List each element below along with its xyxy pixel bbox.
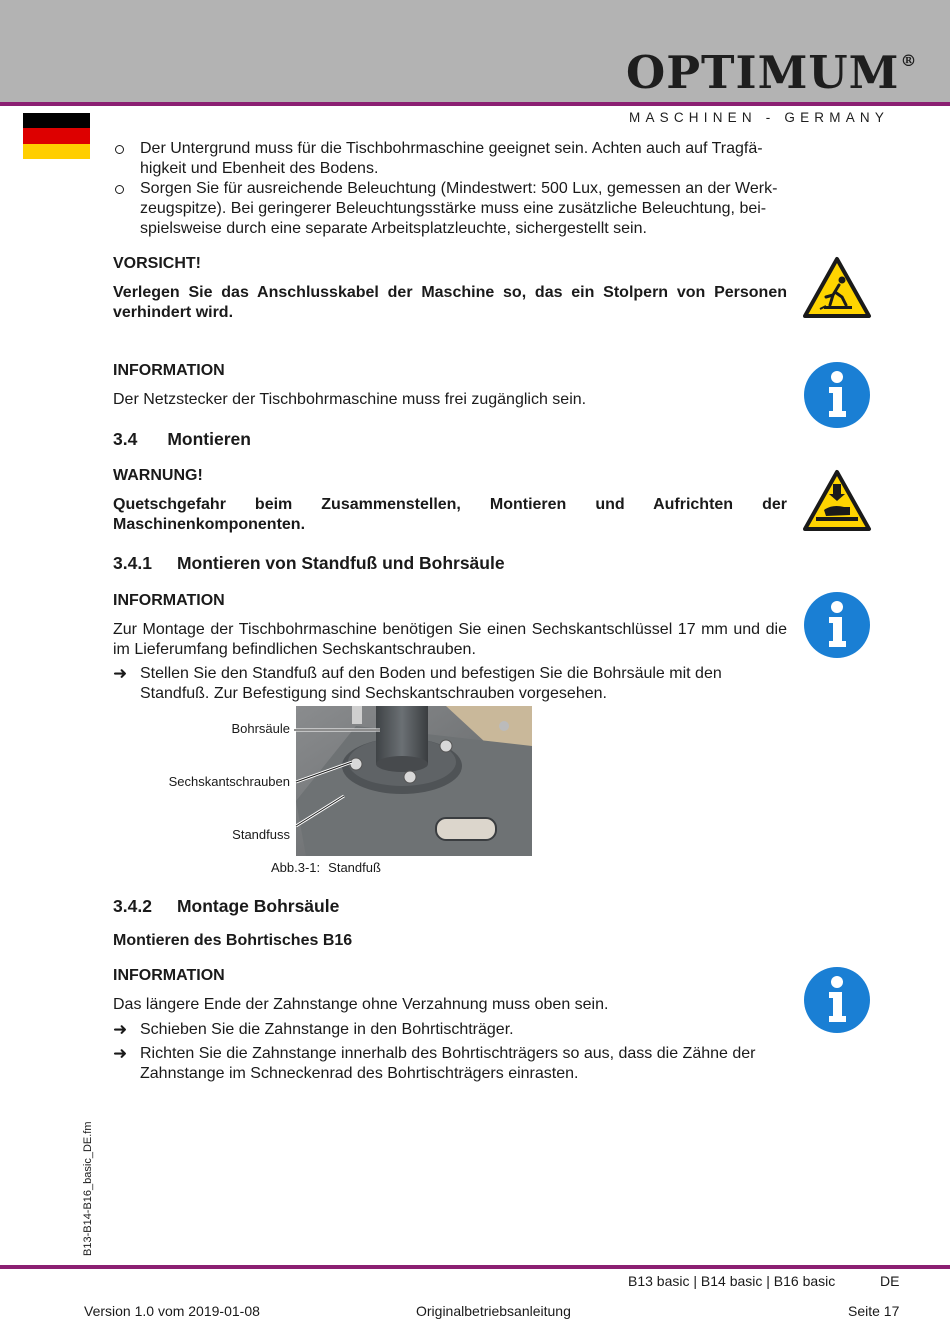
- figure-label-bohrsaeule: Bohrsäule: [231, 721, 290, 736]
- warning-heading: WARNUNG!: [113, 467, 203, 484]
- info-heading: INFORMATION: [113, 967, 225, 984]
- footer-language: DE: [880, 1273, 900, 1289]
- information-icon: [803, 966, 871, 1034]
- german-flag-icon: [23, 113, 90, 159]
- step-list: [113, 1020, 803, 1084]
- arrow-right-icon: ➜: [113, 1020, 128, 1039]
- caution-heading: VORSICHT!: [113, 255, 201, 272]
- info-text: Zur Montage der Tischbohrmaschine benötigen Sie einen Sechskantschlüssel 17 mm und die im Lieferumfang befindlichen Sechskantschrauben.: [113, 621, 787, 658]
- list-item: Sorgen Sie für ausreichende Beleuchtung (Mindestwert: 500 Lux, gemessen an der Werk- zeugspitze). Bei geringerer Beleuchtungsstärke muss eine zusätzliche Beleuchtung, bei- spielsweise durch eine separate Arbeitsplatzleuchte, sichergestellt sein.: [113, 179, 803, 239]
- list-item: ➜ Schieben Sie die Zahnstange in den Bohrtischträger.: [113, 1020, 514, 1039]
- bullet-circle-icon: [115, 145, 124, 154]
- subheading: Montieren des Bohrtisches B16: [113, 932, 353, 949]
- list-item: Der Untergrund muss für die Tischbohrmaschine geeignet sein. Achten auch auf Tragfä- higkeit und Ebenheit des Bodens.: [113, 139, 803, 179]
- info-text: Das längere Ende der Zahnstange ohne Verzahnung muss oben sein.: [113, 996, 609, 1013]
- section-heading-3-4: 3.4 Montieren: [113, 429, 251, 449]
- header-accent-line: [0, 102, 950, 106]
- list-item: ➜ Richten Sie die Zahnstange innerhalb des Bohrtischträgers so aus, dass die Zähne der Zahnstange im Schneckenrad des Bohrtischträgers einrasten.: [113, 1044, 756, 1082]
- figure-leader-lines: [290, 700, 410, 840]
- arrow-right-icon: ➜: [113, 1044, 128, 1063]
- figure-label-sechskantschrauben: Sechskantschrauben: [168, 774, 290, 789]
- section-heading-3-4-2: 3.4.2 Montage Bohrsäule: [113, 896, 340, 916]
- brand-logo: OPTIMUM®: [626, 46, 918, 99]
- footer-models: B13 basic | B14 basic | B16 basic: [628, 1273, 836, 1289]
- warning-text: Quetschgefahr beim Zusammenstellen, Montieren und Aufrichten der Maschinenkomponenten.: [113, 496, 787, 533]
- crush-hazard-warning-icon: [802, 469, 872, 532]
- list-item: ➜ Stellen Sie den Standfuß auf den Boden und befestigen Sie die Bohrsäule mit den Standfuß. Zur Befestigung sind Sechskantschrauben vorgesehen.: [113, 664, 722, 702]
- trip-hazard-warning-icon: [802, 256, 872, 319]
- caution-text: Verlegen Sie das Anschlusskabel der Maschine so, das ein Stolpern von Personen verhindert wird.: [113, 284, 787, 321]
- figure-label-standfuss: Standfuss: [232, 827, 290, 842]
- footer-version: Version 1.0 vom 2019-01-08: [84, 1303, 260, 1319]
- info-heading: INFORMATION: [113, 592, 225, 609]
- step-list: [113, 664, 803, 704]
- footer-document-type: Originalbetriebsanleitung: [416, 1303, 571, 1319]
- section-heading-3-4-1: 3.4.1 Montieren von Standfuß und Bohrsäule: [113, 553, 505, 573]
- footer-page-number: Seite 17: [848, 1303, 900, 1319]
- info-heading: INFORMATION: [113, 362, 225, 379]
- arrow-right-icon: ➜: [113, 664, 128, 683]
- intro-bullet-list: [113, 139, 803, 239]
- info-text: Der Netzstecker der Tischbohrmaschine muss frei zugänglich sein.: [113, 391, 587, 408]
- bullet-circle-icon: [115, 185, 124, 194]
- figure-caption: Abb.3-1: Standfuß: [271, 860, 381, 875]
- brand-tagline: MASCHINEN - GERMANY: [629, 110, 890, 125]
- information-icon: [803, 361, 871, 429]
- footer-accent-line: [0, 1265, 950, 1269]
- information-icon: [803, 591, 871, 659]
- side-file-label: B13-B14-B16_basic_DE.fm: [82, 1121, 94, 1256]
